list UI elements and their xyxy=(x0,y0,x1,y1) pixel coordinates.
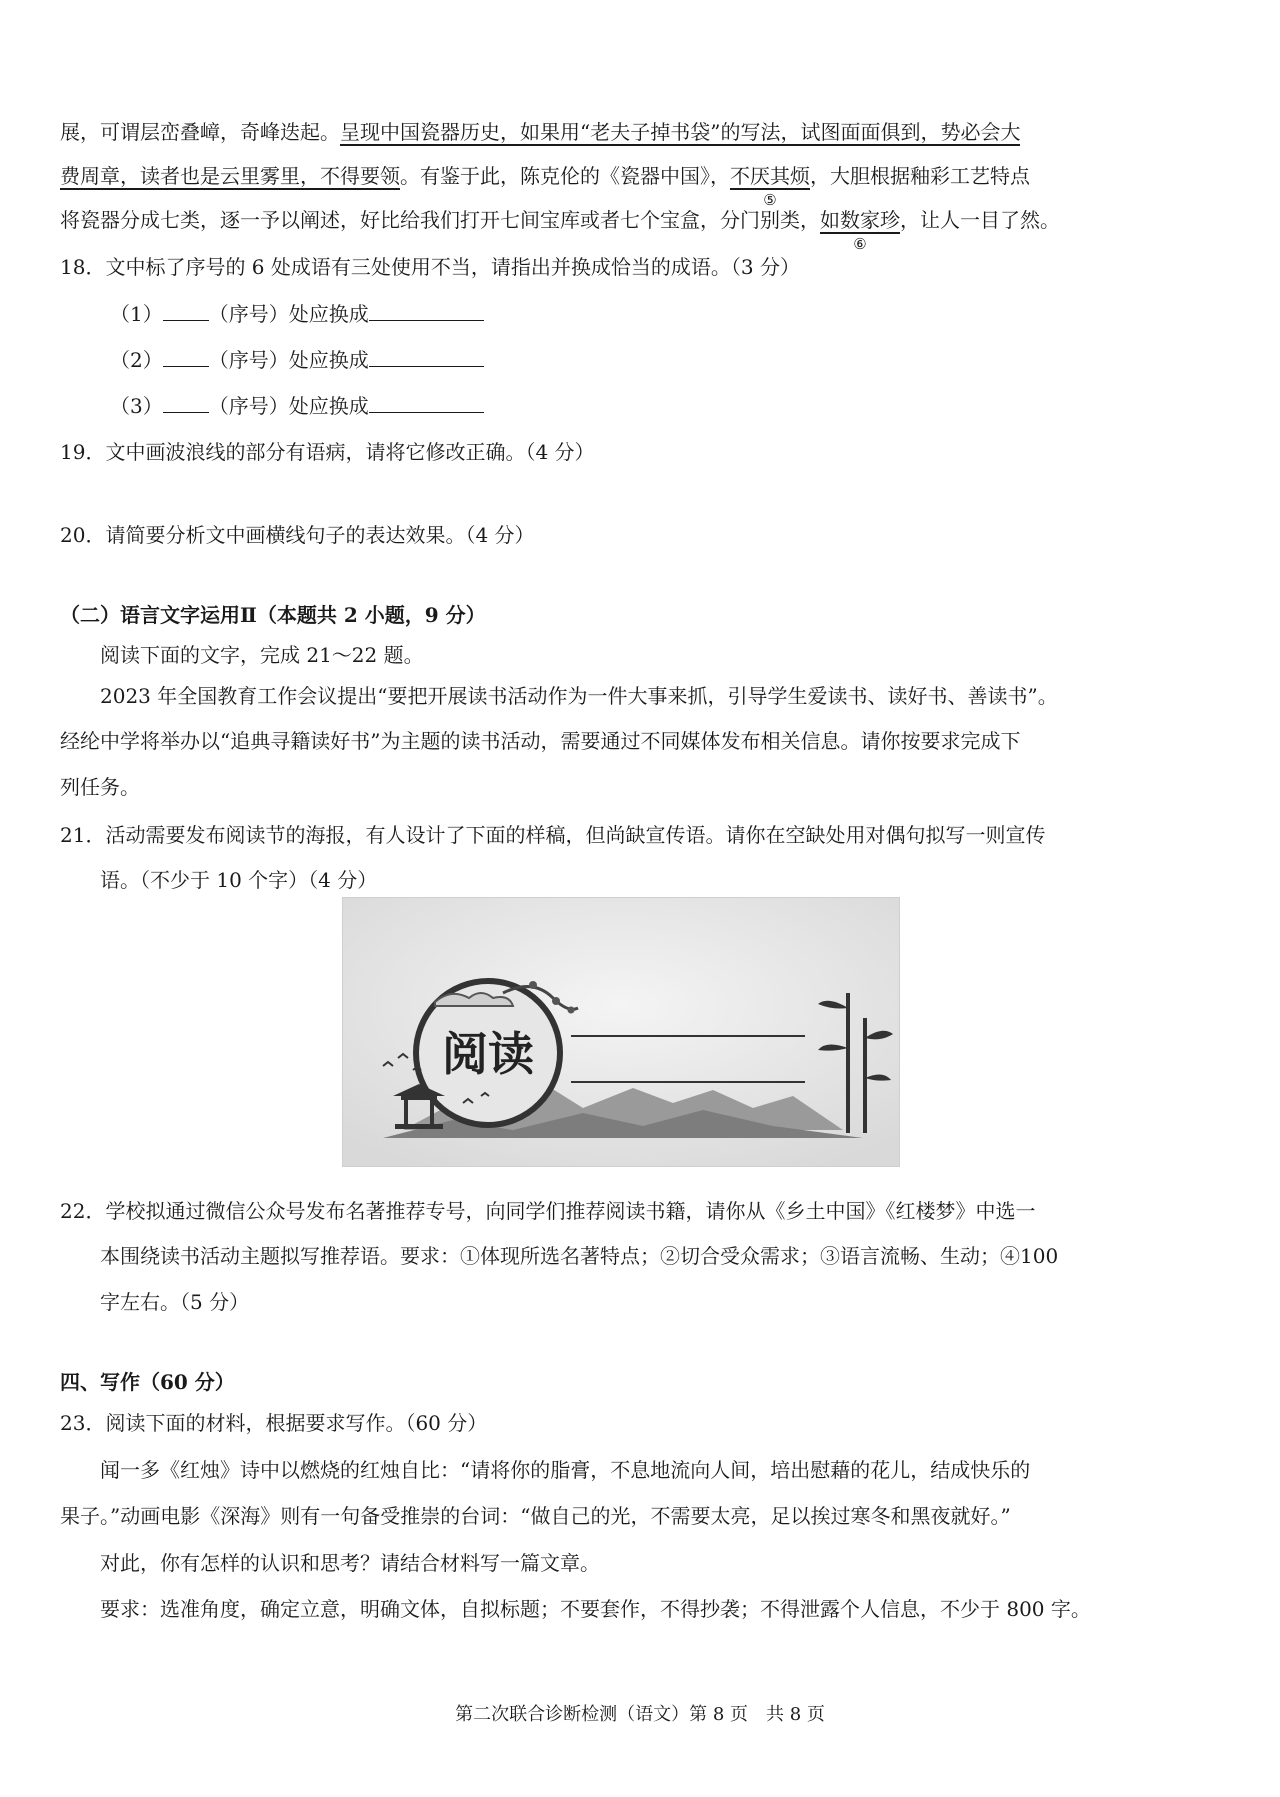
passage-text: 。有鉴于此，陈克伦的《瓷器中国》， xyxy=(400,164,730,188)
section-heading: （二）语言文字运用Ⅱ（本题共 2 小题，9 分） xyxy=(60,603,486,627)
underlined-sentence: 呈现中国瓷器历史，如果用“老夫子掉书袋”的写法，试图面面俱到，势必会大 xyxy=(340,120,1021,144)
section-intro: 阅读下面的文字，完成 21～22 题。 xyxy=(100,643,424,667)
passage-line-1 xyxy=(60,118,1020,146)
paragraph: 2023 年全国教育工作会议提出“要把开展读书活动作为一件大事来抓，引导学生爱读书、读好书、善读书”。 xyxy=(100,684,1058,708)
question-22-cont: 本围绕读书活动主题拟写推荐语。要求：①体现所选名著特点；②切合受众需求；③语言流畅、生动；④100 xyxy=(100,1244,1059,1268)
question-19: 19．文中画波浪线的部分有语病，请将它修改正确。（4 分） xyxy=(60,440,595,464)
paragraph: 经纶中学将举办以“追典寻籍读好书”为主题的读书活动，需要通过不同媒体发布相关信息。请你按要求完成下 xyxy=(60,729,1021,753)
q18-item-2: （2） （序号）处应换成 xyxy=(110,346,484,374)
passage-line-3 xyxy=(60,206,1060,253)
poster-illustration xyxy=(343,898,899,1166)
requirements: 要求：选准角度，确定立意，明确文体，自拟标题；不要套作，不得抄袭；不得泄露个人信息，不少于 800 字。 xyxy=(100,1597,1091,1621)
answer-blank[interactable] xyxy=(163,346,209,367)
question-23: 23．阅读下面的材料，根据要求写作。（60 分） xyxy=(60,1411,488,1435)
idiom-6: 如数家珍 ⑥ xyxy=(820,208,900,234)
question-21: 21．活动需要发布阅读节的海报，有人设计了下面的样稿，但尚缺宣传语。请你在空缺处用对偶句拟写一则宣传 xyxy=(60,823,1046,847)
paragraph: 闻一多《红烛》诗中以燃烧的红烛自比：“请将你的脂膏，不息地流向人间，培出慰藉的花儿，结成快乐的 xyxy=(100,1458,1031,1482)
passage-text: 将瓷器分成七类，逐一予以阐述，好比给我们打开七间宝库或者七个宝盒，分门别类， xyxy=(60,208,820,232)
question-18: 18．文中标了序号的 6 处成语有三处使用不当，请指出并换成恰当的成语。（3 分） xyxy=(60,255,800,279)
page-footer: 第二次联合诊断检测（语文）第 8 页 共 8 页 xyxy=(455,1704,825,1725)
passage-text: 展，可谓层峦叠嶂，奇峰迭起。 xyxy=(60,120,340,144)
passage-text: ，大胆根据釉彩工艺特点 xyxy=(810,164,1030,188)
answer-blank[interactable] xyxy=(163,300,209,321)
section-heading: 四、写作（60 分） xyxy=(60,1370,235,1394)
answer-blank[interactable] xyxy=(163,392,209,413)
answer-blank[interactable] xyxy=(369,300,484,321)
idiom-number-5: ⑤ xyxy=(763,191,777,209)
question-22: 22．学校拟通过微信公众号发布名著推荐专号，向同学们推荐阅读书籍，请你从《乡土中国》《红楼梦》中选一 xyxy=(60,1199,1036,1223)
question-20: 20．请简要分析文中画横线句子的表达效果。（4 分） xyxy=(60,523,535,547)
paragraph: 对此，你有怎样的认识和思考？请结合材料写一篇文章。 xyxy=(100,1551,600,1575)
question-21-cont: 语。（不少于 10 个字）（4 分） xyxy=(100,868,378,892)
underlined-sentence: 费周章，读者也是云里雾里，不得要领 xyxy=(60,164,400,188)
passage-text: ，让人一目了然。 xyxy=(900,208,1060,232)
q18-item-3: （3） （序号）处应换成 xyxy=(110,392,484,420)
reading-poster xyxy=(342,897,900,1167)
question-22-cont: 字左右。（5 分） xyxy=(100,1290,250,1314)
paragraph: 果子。”动画电影《深海》则有一句备受推崇的台词：“做自己的光，不需要太亮，足以挨过寒冬和黑夜就好。” xyxy=(60,1504,1011,1528)
paragraph: 列任务。 xyxy=(60,775,140,799)
answer-blank[interactable] xyxy=(369,392,484,413)
idiom-number-6: ⑥ xyxy=(853,235,867,253)
poster-title: 阅读 xyxy=(442,1027,534,1081)
passage-line-2 xyxy=(60,162,1030,209)
idiom-5: 不厌其烦 ⑤ xyxy=(730,164,810,190)
answer-blank[interactable] xyxy=(369,346,484,367)
q18-item-1: （1） （序号）处应换成 xyxy=(110,300,484,328)
